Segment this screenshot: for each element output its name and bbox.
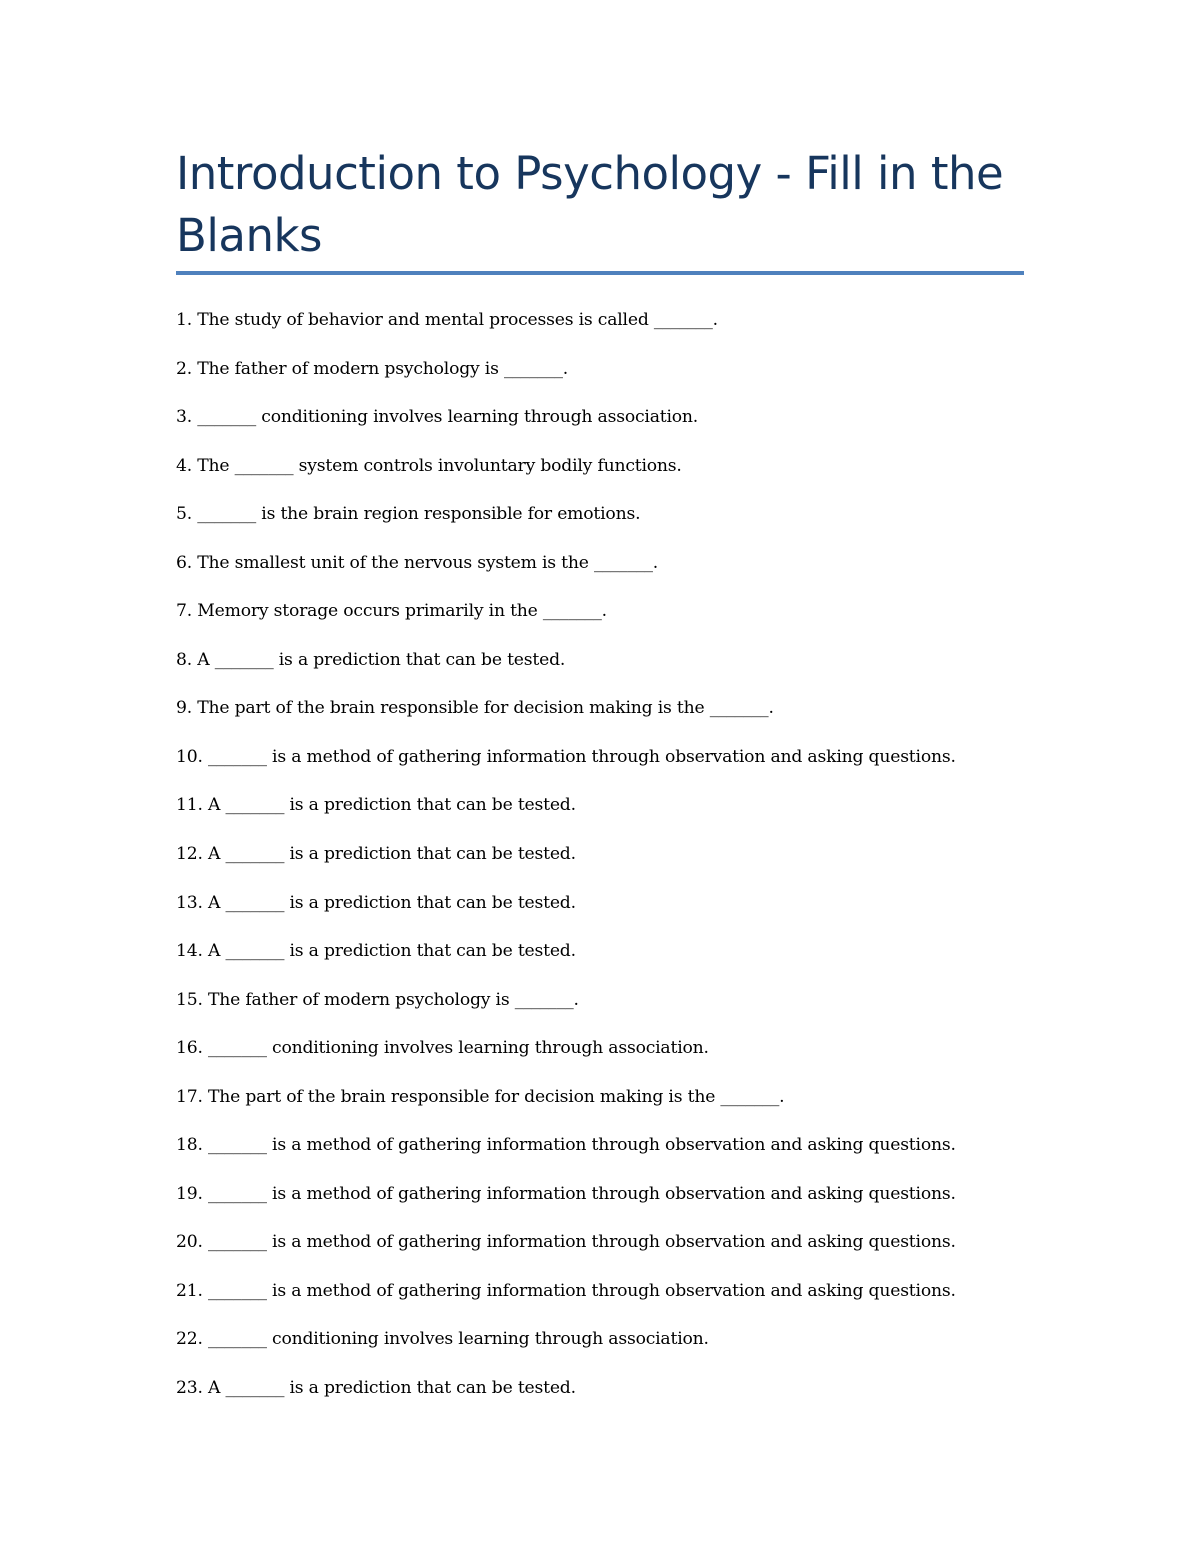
question-item: 6. The smallest unit of the nervous system is the _______. [176,552,659,573]
question-item: 22. _______ conditioning involves learning through association. [176,1329,709,1350]
question-item: 2. The father of modern psychology is _______. [176,358,569,379]
question-item: 21. _______ is a method of gathering information through observation and asking questions. [176,1280,956,1301]
question-item: 19. _______ is a method of gathering information through observation and asking questions. [176,1183,956,1204]
question-item: 8. A _______ is a prediction that can be tested. [176,649,566,670]
question-item: 13. A _______ is a prediction that can be tested. [176,892,576,913]
page-title: Introduction to Psychology - Fill in the Blanks [176,147,1004,262]
question-item: 16. _______ conditioning involves learning through association. [176,1038,709,1059]
question-item: 17. The part of the brain responsible for decision making is the _______. [176,1086,785,1107]
question-item: 20. _______ is a method of gathering information through observation and asking questions. [176,1232,956,1253]
question-list [176,303,1056,1420]
question-item: 1. The study of behavior and mental processes is called _______. [176,310,718,330]
question-item: 11. A _______ is a prediction that can be tested. [176,795,576,816]
question-item: 7. Memory storage occurs primarily in the _______. [176,601,607,622]
question-item: 23. A _______ is a prediction that can be tested. [176,1378,576,1399]
title-underline-divider [176,271,1024,275]
question-item: 9. The part of the brain responsible for decision making is the _______. [176,698,774,719]
question-item: 14. A _______ is a prediction that can be tested. [176,941,576,962]
question-item: 18. _______ is a method of gathering information through observation and asking questions. [176,1135,956,1156]
question-item: 5. _______ is the brain region responsible for emotions. [176,504,641,525]
question-item: 10. _______ is a method of gathering information through observation and asking questions. [176,746,956,767]
question-item: 3. _______ conditioning involves learning through association. [176,407,699,428]
question-item: 12. A _______ is a prediction that can be tested. [176,844,576,865]
question-item: 15. The father of modern psychology is _______. [176,989,579,1010]
question-item: 4. The _______ system controls involuntary bodily functions. [176,455,682,476]
